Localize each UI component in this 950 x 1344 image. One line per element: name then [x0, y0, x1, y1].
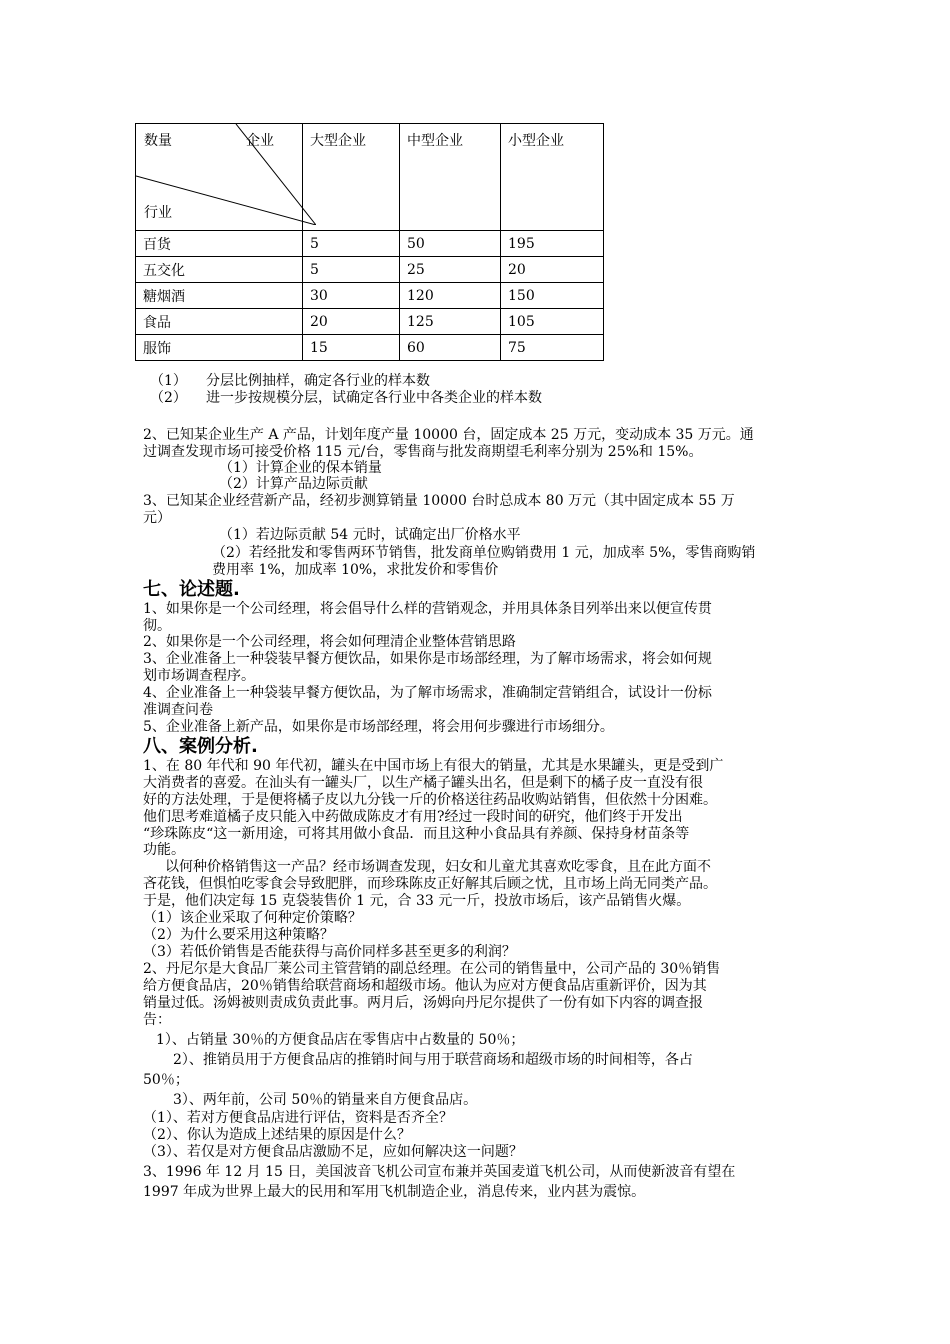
case2-line: 给方便食品店，20％销售给联营商场和超级市场。他认为应对方便食品店重新评价，因为其 [143, 978, 707, 994]
row-label: 食品 [136, 309, 303, 335]
table-header-row [136, 124, 604, 231]
table-cell: 125 [400, 309, 501, 335]
q3-line-2: 元） [143, 510, 171, 526]
corner-enterprise-label: 企业 [246, 133, 274, 149]
table-row [136, 283, 604, 309]
case1-line: 以何种价格销售这一产品？经市场调查发现，妇女和儿童尤其喜欢吃零食，且在此方面不 [165, 859, 711, 875]
case2-question: （2）、你认为造成上述结果的原因是什么？ [143, 1127, 411, 1143]
q1-sub2-text: 进一步按规模分层，试确定各行业中各类企业的样本数 [206, 390, 542, 406]
section-8-title: 八、案例分析. [143, 736, 258, 757]
list-item: 1、如果你是一个公司经理，将会倡导什么样的营销观念，并用具体条目列举出来以便宣传贯 [143, 601, 712, 617]
case2-line: 销量过低。汤姆被则责成负责此事。两月后，汤姆向丹尼尔提供了一份有如下内容的调查报 [143, 995, 703, 1011]
case1-line: 吝花钱，但惧怕吃零食会导致肥胖，而珍珠陈皮正好解其后顾之忧，且市场上尚无同类产品。 [143, 876, 717, 892]
table-cell: 60 [400, 335, 501, 361]
case1-line: 好的方法处理，于是便将橘子皮以九分钱一斤的价格送往药品收购站销售，但依然十分困难。 [143, 792, 717, 808]
table-cell: 15 [303, 335, 400, 361]
list-item: 彻。 [143, 618, 171, 634]
corner-quantity-label: 数量 [144, 133, 172, 149]
table-cell: 5 [303, 257, 400, 283]
case1-line: 大消费者的喜爱。在汕头有一罐头厂，以生产橘子罐头出名，但是剩下的橘子皮一直没有很 [143, 775, 703, 791]
case1-line: 于是，他们决定每 15 克袋装售价 1 元，合 33 元一斤，投放市场后，该产品销售火爆。 [143, 893, 691, 909]
case1-question: （1）该企业采取了何种定价策略？ [143, 910, 362, 926]
q2-sub-2: （2）计算产品边际贡献 [219, 476, 368, 492]
q2-sub-1: （1）计算企业的保本销量 [219, 460, 382, 476]
table-cell: 30 [303, 283, 400, 309]
row-label: 五交化 [136, 257, 303, 283]
q3-sub-1: （1）若边际贡献 54 元时，试确定出厂价格水平 [219, 527, 521, 543]
q2-line-1: 2、已知某企业生产 A 产品，计划年度产量 10000 台，固定成本 25 万元，变动成本 35 万元。通 [143, 427, 754, 443]
q2-line-2: 过调查发现市场可接受价格 115 元/台，零售商与批发商期望毛利率分别为 25%和 15%。 [143, 444, 703, 460]
case2-question: （1）、若对方便食品店进行评估，资料是否齐全？ [143, 1110, 453, 1126]
case2-line: 2、丹尼尔是大食品厂莱公司主管营销的副总经理。在公司的销售量中，公司产品的 30％销售 [143, 961, 721, 977]
case2-finding: 3）、两年前，公司 50％的销量来自方便食品店。 [173, 1092, 478, 1108]
list-item: 5、企业准备上新产品，如果你是市场部经理，将会用何步骤进行市场细分。 [143, 719, 614, 735]
q3-sub-2a: （2）若经批发和零售两环节销售，批发商单位购销费用 1 元，加成率 5%，零售商购销 [212, 545, 756, 561]
table-cell: 120 [400, 283, 501, 309]
table-cell: 5 [303, 231, 400, 257]
table-cell: 150 [501, 283, 604, 309]
table-cell: 50 [400, 231, 501, 257]
q1-sub1-text: 分层比例抽样，确定各行业的样本数 [206, 373, 430, 389]
table-cell: 20 [303, 309, 400, 335]
case3-line: 1997 年成为世界上最大的民用和军用飞机制造企业，消息传来，业内甚为震惊。 [143, 1184, 646, 1200]
case1-question: （2）为什么要采用这种策略？ [143, 927, 334, 943]
table-cell: 20 [501, 257, 604, 283]
list-item: 划市场调查程序。 [143, 668, 255, 684]
case2-finding: 50％； [143, 1072, 189, 1088]
list-item: 2、如果你是一个公司经理，将会如何理清企业整体营销思路 [143, 634, 516, 650]
case3-line: 3、1996 年 12 月 15 日，美国波音飞机公司宣布兼并英国麦道飞机公司，从而使新波音有望在 [143, 1164, 736, 1180]
table-cell: 195 [501, 231, 604, 257]
q3-line-1: 3、已知某企业经营新产品，经初步测算销量 10000 台时总成本 80 万元（其中固定成本 55 万 [143, 493, 735, 509]
table-row [136, 257, 604, 283]
row-label: 百货 [136, 231, 303, 257]
case2-line: 告： [143, 1012, 171, 1028]
q1-sub2-number: （2） [150, 390, 187, 406]
list-item: 3、企业准备上一种袋装早餐方便饮品，如果你是市场部经理，为了解市场需求，将会如何规 [143, 651, 712, 667]
table-row [136, 335, 604, 361]
case1-line: 1、在 80 年代和 90 年代初，罐头在中国市场上有很大的销量，尤其是水果罐头，更是受到广 [143, 758, 724, 774]
list-item: 准调查问卷 [143, 702, 213, 718]
row-label: 服饰 [136, 335, 303, 361]
corner-industry-label: 行业 [144, 205, 172, 221]
table-cell: 75 [501, 335, 604, 361]
q1-sub1-number: （1） [150, 373, 187, 389]
list-item: 4、企业准备上一种袋装早餐方便饮品，为了解市场需求，准确制定营销组合，试设计一份标 [143, 685, 712, 701]
section-7-title: 七、论述题. [143, 579, 240, 600]
table-row [136, 231, 604, 257]
table-row [136, 309, 604, 335]
row-label: 糖烟酒 [136, 283, 303, 309]
table-cell: 25 [400, 257, 501, 283]
enterprise-count-table [135, 123, 604, 361]
case1-line: 他们思考难道橘子皮只能入中药做成陈皮才有用?经过一段时间的研究，他们终于开发出 [143, 809, 683, 825]
case1-line: 功能。 [143, 842, 185, 858]
table-cell: 105 [501, 309, 604, 335]
q3-sub-2b: 费用率 1%，加成率 10%，求批发价和零售价 [212, 562, 499, 578]
case2-finding: 2）、推销员用于方便食品店的推销时间与用于联营商场和超级市场的时间相等，各占 [173, 1052, 693, 1068]
case2-finding: 1）、占销量 30％的方便食品店在零售店中占数量的 50％； [156, 1032, 525, 1048]
col-header-large: 大型企业 [303, 124, 400, 231]
col-header-medium: 中型企业 [400, 124, 501, 231]
diagonal-header-cell [136, 124, 303, 231]
case2-question: （3）、若仅是对方便食品店激励不足，应如何解决这一问题？ [143, 1144, 523, 1160]
case1-line: “珍珠陈皮“这一新用途，可将其用做小食品．而且这种小食品具有养颜、保持身材苗条等 [143, 826, 690, 842]
col-header-small: 小型企业 [501, 124, 604, 231]
case1-question: （3）若低价销售是否能获得与高价同样多甚至更多的利润？ [143, 944, 516, 960]
